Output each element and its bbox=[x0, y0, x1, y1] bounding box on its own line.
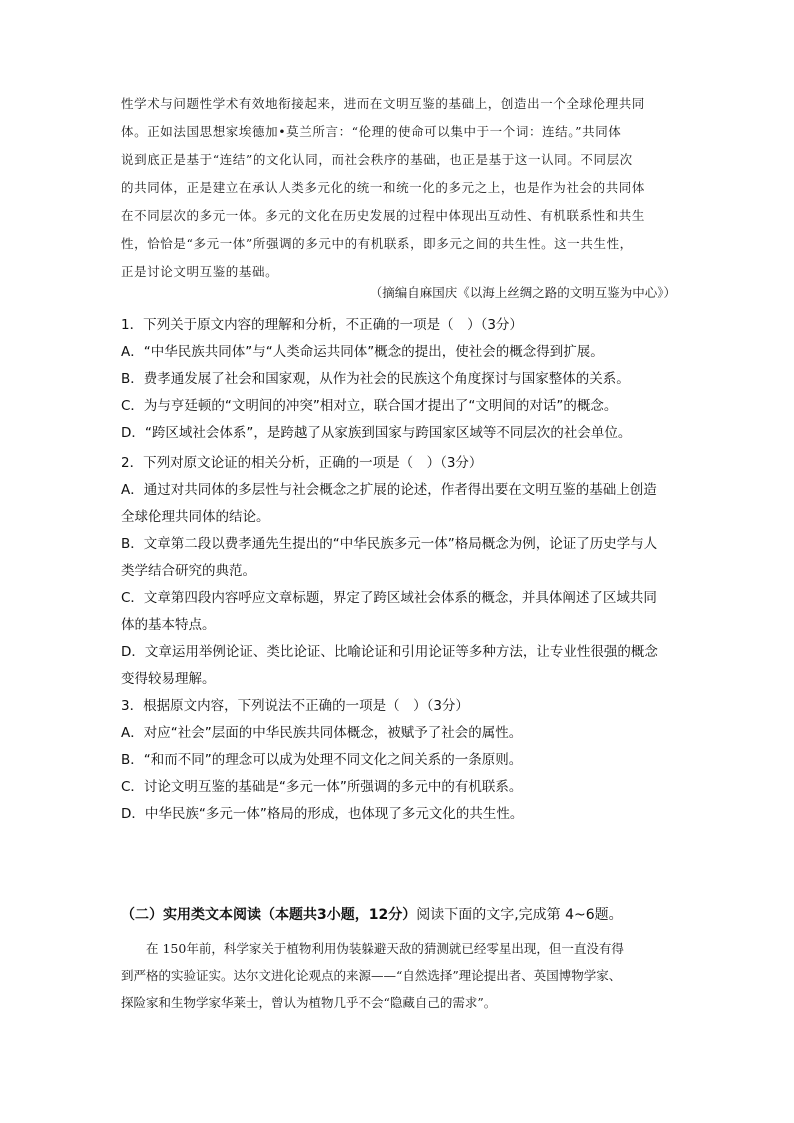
question-1 bbox=[121, 312, 681, 447]
option-a[interactable]: A．“中华民族共同体”与“人类命运共同体”概念的提出，使社会的概念得到扩展。 bbox=[121, 344, 604, 360]
section-heading bbox=[121, 904, 721, 924]
question-stem: 3．根据原文内容，下列说法不正确的一项是（ ）（3分） bbox=[121, 698, 469, 714]
question-3 bbox=[121, 693, 681, 828]
section-instruction: 阅读下面的文字,完成第 4~6题。 bbox=[416, 907, 623, 923]
option-d[interactable]: D．中华民族“多元一体”格局的形成，也体现了多元文化的共生性。 bbox=[121, 806, 524, 822]
passage-line: 在不同层次的多元一体。多元的文化在历史发展的过程中体现出互动性、有机联系性和共生 bbox=[121, 208, 646, 223]
option-c[interactable]: C．为与亨廷顿的“文明间的冲突”相对立，联合国才提出了“文明间的对话”的概念。 bbox=[121, 398, 618, 414]
passage-line: 在 150年前，科学家关于植物利用伪装躲避天敌的猜测就已经零星出现，但一直没有得 bbox=[121, 941, 624, 956]
option-a[interactable] bbox=[121, 477, 681, 531]
option-line: C．文章第四段内容呼应文章标题，界定了跨区域社会体系的概念，并具体阐述了区域共同 bbox=[121, 590, 657, 606]
option-line: 体的基本特点。 bbox=[121, 617, 216, 633]
option-c[interactable] bbox=[121, 585, 681, 639]
section2-paragraph bbox=[121, 935, 676, 1016]
option-line: 类学结合研究的典范。 bbox=[121, 563, 256, 579]
option-d[interactable]: D．“跨区域社会体系”，是跨越了从家族到国家与跨国家区域等不同层次的社会单位。 bbox=[121, 425, 632, 441]
question-count: 3 bbox=[317, 907, 327, 923]
option-b[interactable]: B．费孝通发展了社会和国家观，从作为社会的民族这个角度探讨与国家整体的关系。 bbox=[121, 371, 630, 387]
passage-line: 到严格的实验证实。达尔文进化论观点的来源——“自然选择”理论提出者、英国博物学家、 bbox=[121, 968, 622, 983]
option-line: A．通过对共同体的多层性与社会概念之扩展的论述，作者得出要在文明互鉴的基础上创造 bbox=[121, 482, 657, 498]
option-d[interactable] bbox=[121, 639, 681, 693]
option-c[interactable]: C．讨论文明互鉴的基础是“多元一体”所强调的多元中的有机联系。 bbox=[121, 779, 523, 795]
option-b[interactable] bbox=[121, 531, 681, 585]
total-score: 12 bbox=[368, 907, 389, 923]
passage-line: 的共同体，正是建立在承认人类多元化的统一和统一化的多元之上，也是作为社会的共同体 bbox=[121, 180, 646, 195]
passage-line: 性，恰恰是“多元一体”所强调的多元中的有机联系，即多元之间的共生性。这一共生性， bbox=[121, 236, 633, 251]
passage-line: 探险家和生物学家华莱士，曾认为植物几乎不会“隐藏自己的需求”。 bbox=[121, 995, 497, 1010]
section-title-part: （二）实用类文本阅读（本题共 bbox=[121, 907, 317, 923]
option-line: D．文章运用举例论证、类比论证、比喻论证和引用论证等多种方法，让专业性很强的概念 bbox=[121, 644, 658, 660]
passage-line: 说到底正是基于“连结”的文化认同，而社会秩序的基础，也正是基于这一认同。不同层次 bbox=[121, 152, 633, 167]
option-line: 变得较易理解。 bbox=[121, 671, 216, 687]
question-2 bbox=[121, 450, 681, 693]
passage-line: 体。正如法国思想家埃德加•莫兰所言：“伦理的使命可以集中于一个词：连结。”共同体 bbox=[121, 124, 622, 139]
section-title-part: 分） bbox=[388, 907, 417, 923]
question-stem: 1．下列关于原文内容的理解和分析，不正确的一项是（ ）（3分） bbox=[121, 317, 523, 333]
source-citation: （摘编自麻国庆《以海上丝绸之路的文明互鉴为中心》） bbox=[369, 285, 676, 300]
option-a[interactable]: A．对应“社会”层面的中华民族共同体概念，被赋予了社会的属性。 bbox=[121, 725, 523, 741]
section-title-part: 小题， bbox=[326, 907, 369, 923]
passage-line: 正是讨论文明互鉴的基础。 bbox=[121, 264, 279, 279]
option-line: 全球伦理共同体的结论。 bbox=[121, 509, 270, 525]
passage-line: 性学术与问题性学术有效地衔接起来，进而在文明互鉴的基础上，创造出一个全球伦理共同 bbox=[121, 96, 646, 111]
option-b[interactable]: B．“和而不同”的理念可以成为处理不同文化之间关系的一条原则。 bbox=[121, 752, 523, 768]
option-line: B．文章第二段以费孝通先生提出的“中华民族多元一体”格局概念为例，论证了历史学与人 bbox=[121, 536, 658, 552]
question-stem: 2．下列对原文论证的相关分析，正确的一项是（ ）（3分） bbox=[121, 455, 483, 471]
passage-paragraph bbox=[121, 90, 676, 286]
